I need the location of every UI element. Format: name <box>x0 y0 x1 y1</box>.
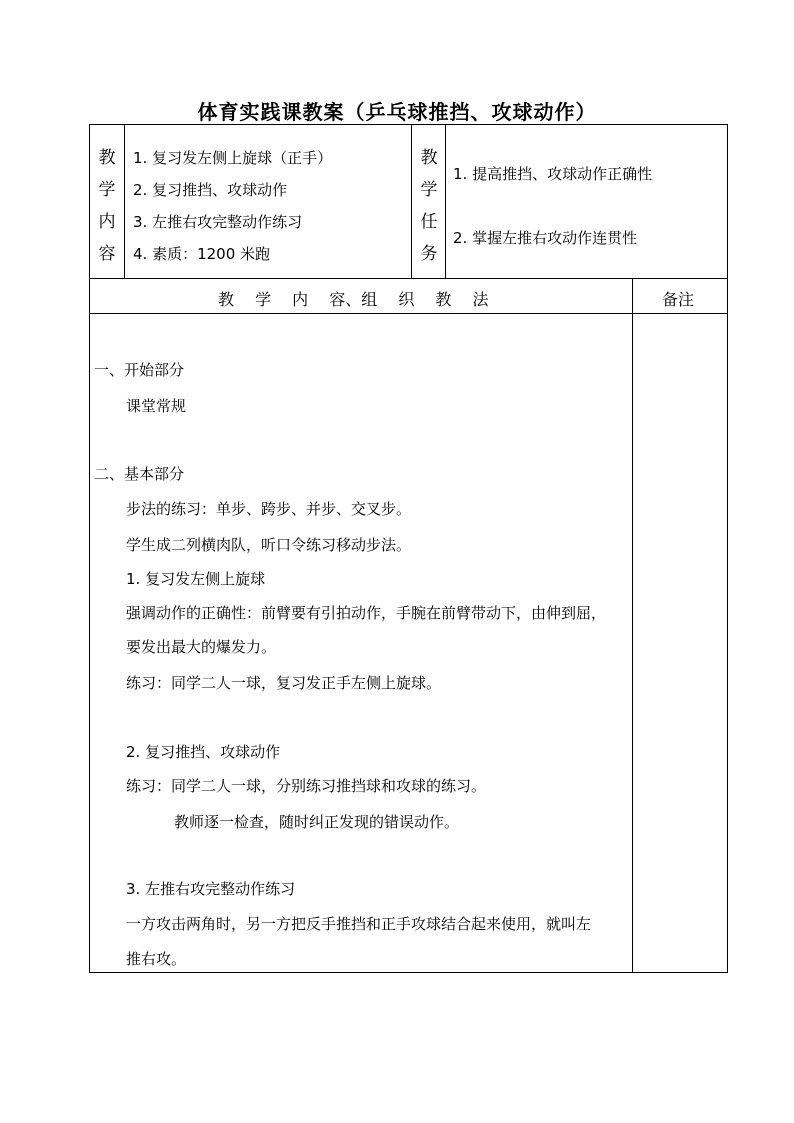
content-label-char: 容 <box>98 244 116 264</box>
divider <box>124 124 125 278</box>
section-header: 教 学 内 容、组 织 教 法 <box>218 290 489 309</box>
body-line: 课堂常规 <box>126 397 187 415</box>
task-item: 2. 掌握左推右攻动作连贯性 <box>453 229 638 247</box>
body-line: 步法的练习：单步、跨步、并步、交叉步。 <box>126 500 412 518</box>
notes-header: 备注 <box>662 290 695 309</box>
task-label-char: 学 <box>420 180 438 200</box>
body-line: 练习：同学二人一球，分别练习推挡球和攻球的练习。 <box>126 777 487 795</box>
content-label-char: 教 <box>98 148 116 168</box>
content-label-char: 学 <box>98 180 116 200</box>
task-label <box>412 142 446 270</box>
content-label-char: 内 <box>98 212 116 232</box>
section-heading: 二、基本部分 <box>94 465 185 483</box>
task-label-char: 教 <box>420 148 438 168</box>
content-item: 4. 素质：1200 米跑 <box>133 245 271 263</box>
content-item: 1. 复习发左侧上旋球（正手） <box>133 149 333 167</box>
body-line: 学生成二列横肉队，听口令练习移动步法。 <box>126 536 412 554</box>
body-line: 练习：同学二人一球，复习发正手左侧上旋球。 <box>126 674 442 692</box>
body-line: 教师逐一检查，随时纠正发现的错误动作。 <box>174 813 460 831</box>
content-label <box>90 142 124 270</box>
body-line: 强调动作的正确性：前臂要有引拍动作，手腕在前臂带动下，由伸到屈， <box>126 604 607 622</box>
divider <box>632 278 633 973</box>
content-item: 3. 左推右攻完整动作练习 <box>133 213 303 231</box>
body-line: 要发出最大的爆发力。 <box>126 638 277 656</box>
content-item: 2. 复习推挡、攻球动作 <box>133 181 288 199</box>
task-item: 1. 提高推挡、攻球动作正确性 <box>453 165 653 183</box>
task-label-char: 任 <box>420 212 438 232</box>
page-title: 体育实践课教案（乒乓球推挡、攻球动作） <box>197 100 597 124</box>
section-heading: 一、开始部分 <box>94 361 185 379</box>
task-label-char: 务 <box>420 244 438 264</box>
body-line: 一方攻击两角时，另一方把反手推挡和正手攻球结合起来使用，就叫左 <box>126 915 592 933</box>
body-line: 推右攻。 <box>126 950 187 968</box>
subsection-heading: 1. 复习发左侧上旋球 <box>126 570 266 588</box>
subsection-heading: 2. 复习推挡、攻球动作 <box>126 743 281 761</box>
subsection-heading: 3. 左推右攻完整动作练习 <box>126 880 296 898</box>
